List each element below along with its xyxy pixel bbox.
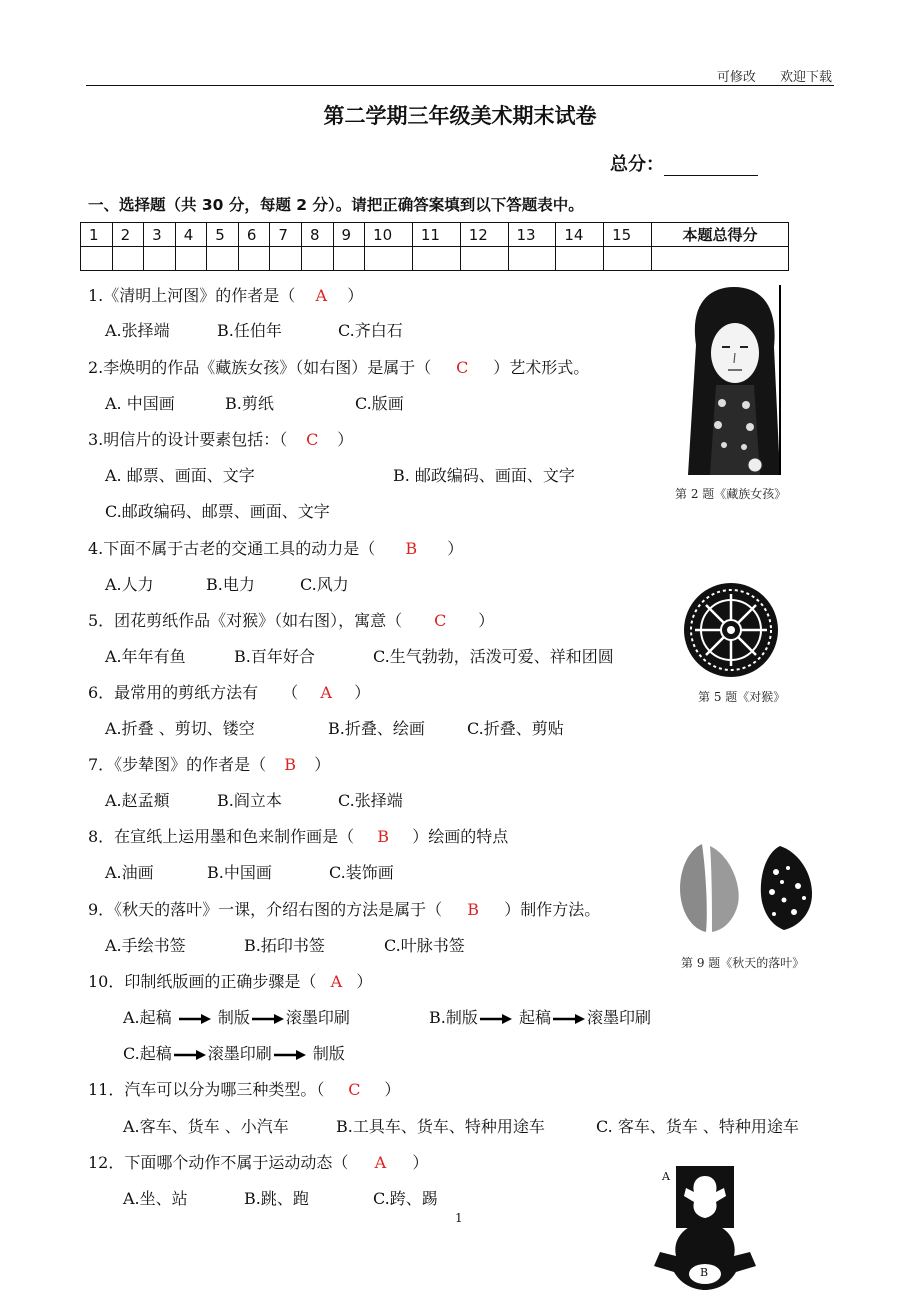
- option: C.版画: [355, 394, 404, 413]
- answer-cell[interactable]: [460, 247, 508, 271]
- option: B.折叠、绘画: [328, 719, 425, 738]
- answer-cell[interactable]: [175, 247, 207, 271]
- option: C.跨、踢: [373, 1189, 438, 1208]
- option: B.百年好合: [234, 647, 315, 666]
- process-option-c: C.起稿 滚墨印刷 制版: [123, 1044, 345, 1063]
- answer-mark: B: [467, 900, 480, 919]
- arrow-right-icon: [553, 1014, 585, 1024]
- answer-cell[interactable]: [207, 247, 239, 271]
- answer-num: 6: [238, 223, 270, 247]
- tibetan-girl-image: [688, 285, 782, 475]
- answer-num: 13: [508, 223, 556, 247]
- answer-mark: C: [456, 358, 469, 377]
- option: A.赵孟頫: [105, 791, 170, 810]
- answer-cell[interactable]: [144, 247, 176, 271]
- answer-table: [80, 222, 789, 271]
- option: A.年年有鱼: [105, 647, 186, 666]
- caption-q9: 第 9 题《秋天的落叶》: [681, 956, 805, 970]
- question-5: 5．团花剪纸作品《对猴》（如右图），寓意（ C ）: [88, 611, 495, 630]
- option: C.风力: [300, 575, 349, 594]
- answer-mark: C: [434, 611, 447, 630]
- question-7: 7．《步辇图》的作者是（ B ）: [88, 755, 331, 774]
- answer-num: 15: [604, 223, 652, 247]
- option: C.张择端: [338, 791, 403, 810]
- answer-cell[interactable]: [556, 247, 604, 271]
- option: A.折叠 、剪切、镂空: [105, 719, 255, 738]
- option: A.油画: [105, 863, 154, 882]
- answer-cell[interactable]: [412, 247, 460, 271]
- answer-num: 11: [412, 223, 460, 247]
- question-1: 1.《清明上河图》的作者是（ A ）: [88, 286, 364, 305]
- question-12: 12．下面哪个动作不属于运动动态（ A ）: [88, 1153, 429, 1172]
- answer-num: 7: [270, 223, 302, 247]
- process-option-a: A.起稿 制版 滚墨印刷: [123, 1008, 350, 1027]
- option: A. 邮票、画面、文字: [105, 466, 255, 485]
- answer-num: 8: [301, 223, 333, 247]
- autumn-leaves-image: [676, 842, 816, 934]
- answer-cell[interactable]: [333, 247, 365, 271]
- answer-mark: A: [315, 286, 328, 305]
- section-heading: 一、选择题（共 30 分，每题 2 分）。请把正确答案填到以下答题表中。: [88, 196, 584, 214]
- question-11: 11．汽车可以分为哪三种类型。（ C ）: [88, 1080, 401, 1099]
- option: A.张择端: [105, 321, 170, 340]
- arrow-right-icon: [179, 1014, 211, 1024]
- figure-label-a: A: [662, 1170, 670, 1183]
- answer-cell[interactable]: [238, 247, 270, 271]
- answer-cell[interactable]: [270, 247, 302, 271]
- question-2: 2.李焕明的作品《藏族女孩》（如右图）是属于（ C ）艺术形式。: [88, 358, 590, 377]
- answer-mark: A: [374, 1153, 387, 1172]
- figure-label-b: B: [700, 1266, 709, 1279]
- option: C.折叠、剪贴: [467, 719, 564, 738]
- option: B. 邮政编码、画面、文字: [393, 466, 575, 485]
- answer-num: 10: [365, 223, 413, 247]
- question-4: 4.下面不属于古老的交通工具的动力是（ B ）: [88, 539, 464, 558]
- caption-q2: 第 2 题《藏族女孩》: [675, 487, 787, 501]
- page-number: 1: [455, 1211, 463, 1225]
- answer-num: 14: [556, 223, 604, 247]
- answer-mark: A: [330, 972, 343, 991]
- option: B.电力: [206, 575, 255, 594]
- answer-table-input-row: [81, 247, 789, 271]
- score-cell[interactable]: [652, 247, 789, 271]
- option: B.跳、跑: [244, 1189, 309, 1208]
- total-label: 总分：: [610, 154, 664, 175]
- option: C.邮政编码、邮票、画面、文字: [105, 502, 330, 521]
- option: B.拓印书签: [244, 936, 325, 955]
- answer-mark: B: [405, 539, 418, 558]
- question-9: 9．《秋天的落叶》一课，介绍右图的方法是属于（ B ）制作方法。: [88, 900, 601, 919]
- header-welcome: 欢迎下载: [779, 70, 832, 85]
- header-editable: 可修改: [716, 70, 756, 85]
- arrow-right-icon: [174, 1050, 206, 1060]
- answer-cell[interactable]: [81, 247, 113, 271]
- option: C.装饰画: [329, 863, 394, 882]
- arrow-right-icon: [274, 1050, 306, 1060]
- option: C. 客车、货车 、特种用途车: [596, 1117, 799, 1136]
- answer-cell[interactable]: [112, 247, 144, 271]
- option: B.任伯年: [217, 321, 282, 340]
- option: C.叶脉书签: [384, 936, 465, 955]
- answer-num: 5: [207, 223, 239, 247]
- total-score: [610, 150, 758, 176]
- answer-num: 1: [81, 223, 113, 247]
- option: B.工具车、货车、特种用途车: [336, 1117, 545, 1136]
- option: A. 中国画: [105, 394, 175, 413]
- option: B.阎立本: [217, 791, 282, 810]
- total-blank[interactable]: [664, 157, 758, 176]
- process-option-b: B.制版 起稿 滚墨印刷: [429, 1008, 651, 1027]
- answer-mark: A: [320, 683, 332, 702]
- option: B.中国画: [207, 863, 272, 882]
- answer-cell[interactable]: [301, 247, 333, 271]
- answer-num: 2: [112, 223, 144, 247]
- page-header: [717, 66, 832, 85]
- option: C.生气勃勃，活泼可爱、祥和团圆: [373, 647, 614, 666]
- option: A.手绘书签: [105, 936, 186, 955]
- question-3: 3.明信片的设计要素包括：（ C ）: [88, 430, 354, 449]
- option: A.客车、货车 、小汽车: [123, 1117, 289, 1136]
- answer-mark: B: [284, 755, 297, 774]
- answer-num: 3: [144, 223, 176, 247]
- answer-cell[interactable]: [365, 247, 413, 271]
- answer-table-header-row: [81, 223, 789, 247]
- option: C.齐白石: [338, 321, 403, 340]
- page-title: 第二学期三年级美术期末试卷: [323, 104, 597, 128]
- caption-q5: 第 5 题《对猴》: [698, 690, 786, 704]
- question-8: 8．在宣纸上运用墨和色来制作画是（ B ）绘画的特点: [88, 827, 509, 846]
- answer-num: 4: [175, 223, 207, 247]
- arrow-right-icon: [252, 1014, 284, 1024]
- question-10: 10．印制纸版画的正确步骤是（ A ）: [88, 972, 373, 991]
- question-6: 6．最常用的剪纸方法有 （ A ）: [88, 683, 371, 702]
- header-divider: [86, 85, 834, 86]
- answer-num: 12: [460, 223, 508, 247]
- paper-cut-monkeys-image: [683, 582, 779, 678]
- option: A.人力: [105, 575, 154, 594]
- arrow-right-icon: [480, 1014, 512, 1024]
- score-label: 本题总得分: [652, 223, 789, 247]
- answer-num: 9: [333, 223, 365, 247]
- answer-mark: B: [377, 827, 390, 846]
- answer-mark: C: [348, 1080, 361, 1099]
- option: B.剪纸: [225, 394, 274, 413]
- frog-figure-image: [652, 1162, 772, 1292]
- answer-mark: C: [306, 430, 319, 449]
- answer-cell[interactable]: [604, 247, 652, 271]
- answer-cell[interactable]: [508, 247, 556, 271]
- option: A.坐、站: [123, 1189, 188, 1208]
